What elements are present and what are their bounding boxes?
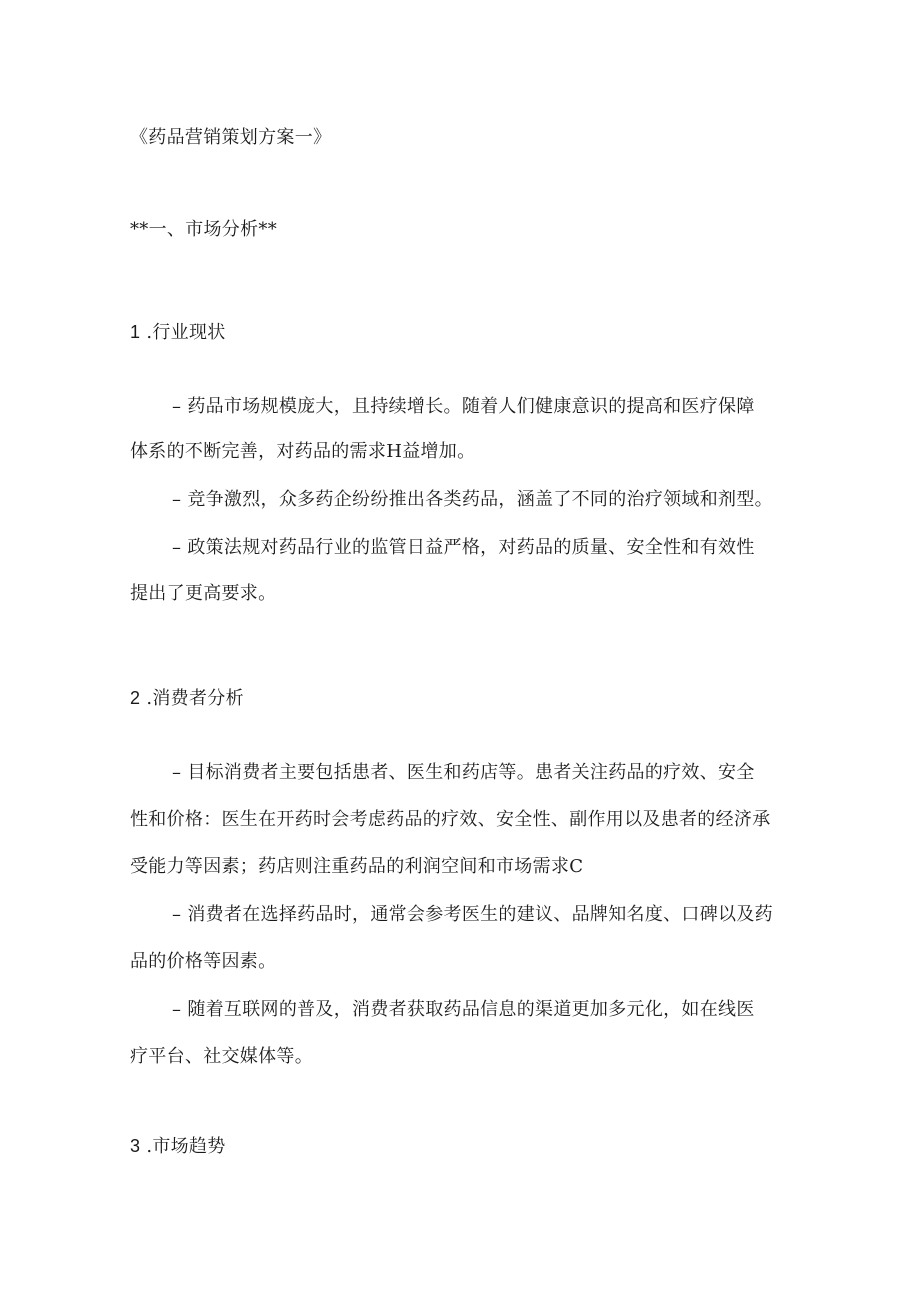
subsection-title: .市场趋势: [146, 1136, 226, 1157]
subsection-number: 2: [130, 688, 141, 708]
subsection-heading-consumer-analysis: [130, 686, 244, 711]
paragraph-line: – 目标消费者主要包括患者、医生和药店等。患者关注药品的疗效、安全: [172, 762, 755, 783]
paragraph-line: 性和价格：医生在开药时会考虑药品的疗效、安全性、副作用以及患者的经济承: [130, 809, 771, 830]
subsection-heading-industry-status: [130, 320, 226, 345]
paragraph-line: 体系的不断完善，对药品的需求H益增加。: [130, 441, 476, 462]
section-heading-market-analysis: **一、市场分析**: [130, 219, 277, 240]
subsection-number: 3: [130, 1136, 141, 1156]
paragraph-line: – 消费者在选择药品时，通常会参考医生的建议、品牌知名度、口碑以及药: [172, 904, 773, 925]
subsection-title: .消费者分析: [146, 688, 244, 709]
paragraph-line: 疗平台、社交媒体等。: [130, 1046, 313, 1067]
paragraph-line: 提出了更高要求。: [130, 583, 277, 604]
paragraph-line: 受能力等因素；药店则注重药品的利润空间和市场需求C: [130, 856, 584, 877]
paragraph-line: – 随着互联网的普及，消费者获取药品信息的渠道更加多元化，如在线医: [172, 999, 755, 1020]
paragraph-line: – 药品市场规模庞大，且持续增长。随着人们健康意识的提高和医疗保障: [172, 396, 755, 417]
subsection-heading-market-trends: [130, 1134, 226, 1159]
paragraph-line: – 政策法规对药品行业的监管日益严格，对药品的质量、安全性和有效性: [172, 537, 755, 558]
document-title: 《药品营销策划方案一》: [130, 127, 332, 148]
paragraph-line: – 竞争激烈，众多药企纷纷推出各类药品，涵盖了不同的治疗领域和剂型。: [172, 489, 773, 510]
subsection-number: 1: [130, 322, 141, 342]
subsection-title: .行业现状: [146, 322, 226, 343]
paragraph-line: 品的价格等因素。: [130, 951, 277, 972]
